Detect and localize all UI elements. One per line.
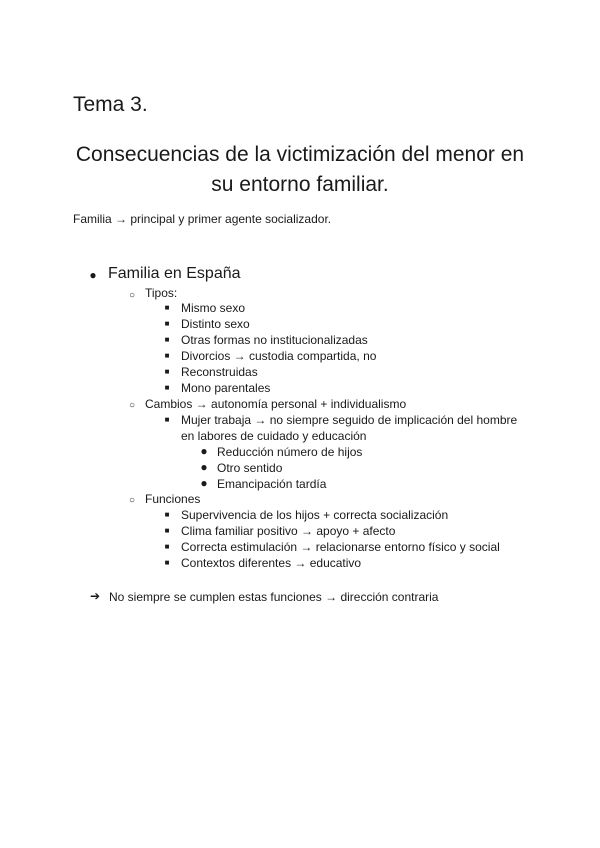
square-bullet-icon: ■ <box>164 415 170 424</box>
square-bullet-icon: ■ <box>164 367 170 376</box>
disc-bullet-icon: ● <box>200 444 208 458</box>
list-item-mujer-line-1: Mujer trabaja → no siempre seguido de implicación del hombre <box>181 413 518 427</box>
square-bullet-icon: ■ <box>164 383 170 392</box>
square-bullet-icon: ■ <box>164 303 170 312</box>
square-bullet-icon: ■ <box>164 351 170 360</box>
disc-bullet-icon: ● <box>200 460 208 474</box>
square-bullet-icon: ■ <box>164 526 170 535</box>
outline-funciones: Funciones <box>145 492 201 506</box>
square-bullet-icon: ■ <box>164 542 170 551</box>
disc-bullet-icon: ● <box>89 268 97 282</box>
circle-bullet-icon: ○ <box>128 400 136 411</box>
outline-tipos: Tipos: <box>145 286 178 300</box>
list-item-mujer-line-2: en labores de cuidado y educación <box>181 429 367 443</box>
list-item: Mismo sexo <box>181 301 246 315</box>
title-line-1: Consecuencias de la victimización del menor en <box>75 143 525 166</box>
intro-text: Familia → principal y primer agente socializador. <box>73 212 332 226</box>
circle-bullet-icon: ○ <box>128 495 136 506</box>
list-item: Contextos diferentes → educativo <box>181 556 362 570</box>
document-title <box>60 140 540 200</box>
square-bullet-icon: ■ <box>164 510 170 519</box>
list-item: Clima familiar positivo → apoyo + afecto <box>181 524 396 538</box>
list-item: Supervivencia de los hijos + correcta socialización <box>181 508 449 522</box>
outline-cambios: Cambios → autonomía personal + individualismo <box>145 397 407 411</box>
list-item: Divorcios → custodia compartida, no <box>181 349 377 363</box>
square-bullet-icon: ■ <box>164 319 170 328</box>
square-bullet-icon: ■ <box>164 335 170 344</box>
disc-bullet-icon: ● <box>200 476 208 490</box>
list-item: Reconstruidas <box>181 365 258 379</box>
title-line-2: su entorno familiar. <box>211 173 389 196</box>
list-item: Otras formas no institucionalizadas <box>181 333 368 347</box>
outline-familia: Familia en España <box>108 265 241 282</box>
arrow-bullet-icon: ➔ <box>90 589 101 603</box>
circle-bullet-icon: ○ <box>128 290 136 301</box>
list-item: Reducción número de hijos <box>217 445 363 459</box>
list-item: Emancipación tardía <box>217 477 327 491</box>
list-item: Correcta estimulación → relacionarse entorno físico y social <box>181 540 500 554</box>
topic-heading: Tema 3. <box>73 93 148 116</box>
square-bullet-icon: ■ <box>164 558 170 567</box>
list-item: Otro sentido <box>217 461 283 475</box>
list-item: Mono parentales <box>181 381 271 395</box>
list-item: Distinto sexo <box>181 317 250 331</box>
conclusion-text: No siempre se cumplen estas funciones → dirección contraria <box>109 590 439 604</box>
